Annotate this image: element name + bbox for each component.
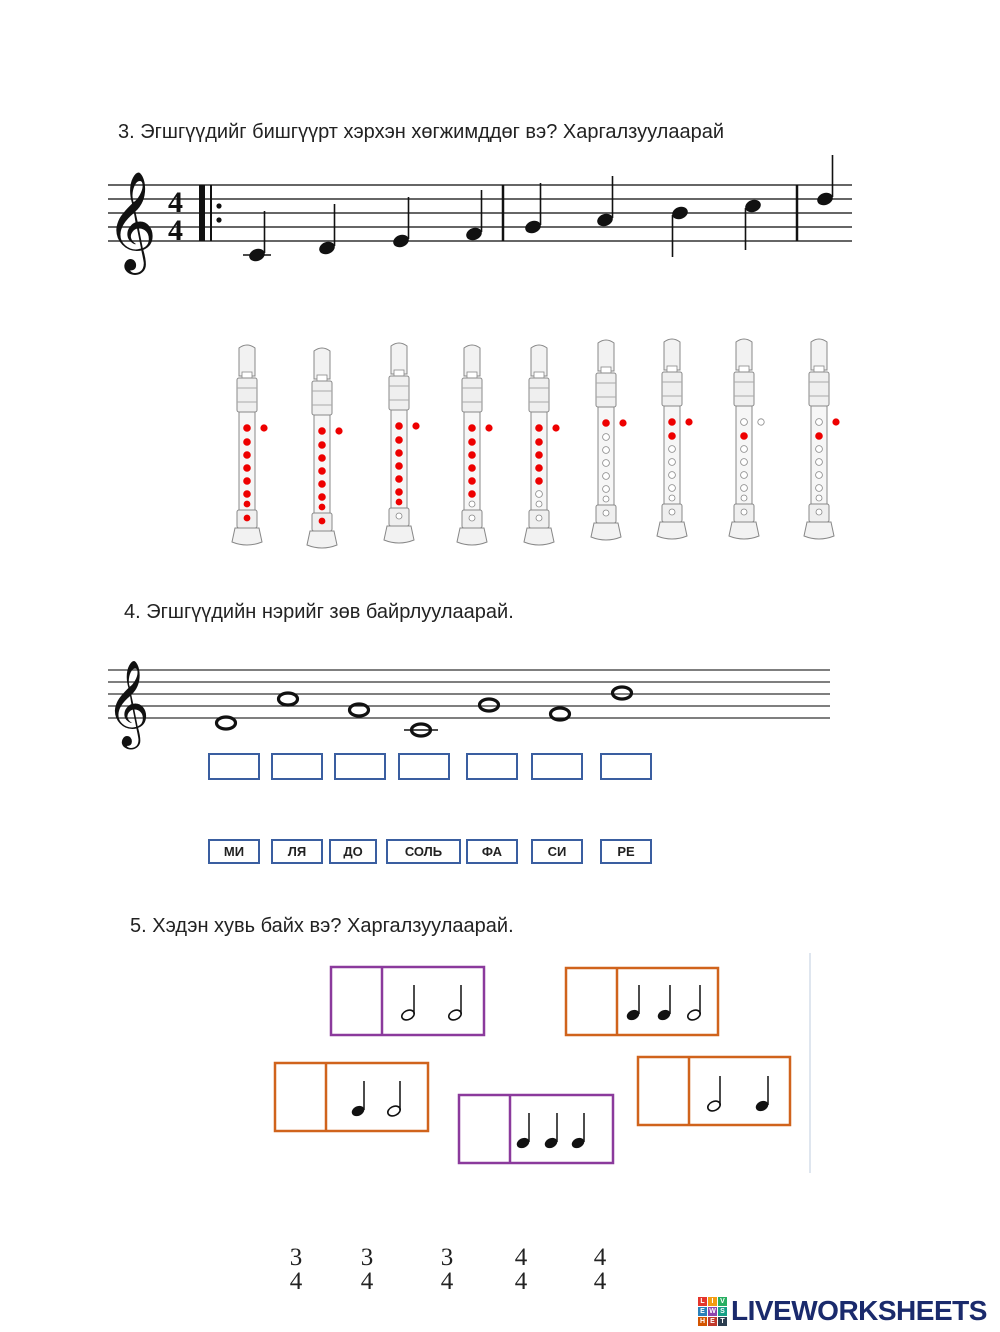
note-name-option[interactable]: СИ — [531, 839, 583, 864]
note-name-option[interactable]: ФА — [466, 839, 518, 864]
rhythm-measure — [566, 968, 718, 1035]
note-name-option[interactable]: ЛЯ — [271, 839, 323, 864]
note-name-option[interactable]: ДО — [329, 839, 377, 864]
logo-mark-tile: I — [708, 1297, 717, 1306]
logo-mark-tile: S — [718, 1307, 727, 1316]
liveworksheets-logo — [698, 1294, 987, 1328]
time-signature-option[interactable] — [506, 1246, 536, 1294]
note-name-option[interactable]: МИ — [208, 839, 260, 864]
time-signature-numerator: 3 — [440, 1244, 454, 1271]
time-signature-top: 4 — [168, 186, 183, 219]
logo-mark-tile: V — [718, 1297, 727, 1306]
time-signature-numerator: 4 — [514, 1244, 528, 1271]
time-signature-option[interactable] — [585, 1246, 615, 1294]
rhythm-measure — [275, 1063, 428, 1131]
treble-clef-icon: 𝄞 — [106, 171, 157, 271]
time-signature-numerator: 3 — [360, 1244, 374, 1271]
time-signature-numerator: 4 — [593, 1244, 607, 1271]
note-name-option[interactable]: РЕ — [600, 839, 652, 864]
logo-mark-tile: E — [698, 1307, 707, 1316]
time-signature-option[interactable] — [432, 1246, 462, 1294]
time-signature-denominator: 4 — [440, 1268, 454, 1295]
time-signature-denominator: 4 — [514, 1268, 528, 1295]
rhythm-measure — [459, 1095, 613, 1163]
logo-text: LIVEWORKSHEETS — [731, 1295, 987, 1326]
note-name-option[interactable]: СОЛЬ — [386, 839, 461, 864]
question-5-title: 5. Хэдэн хувь байх вэ? Харгалзуулаарай. — [130, 915, 514, 937]
treble-clef-icon: 𝄞 — [106, 660, 150, 746]
logo-mark-tile: E — [708, 1317, 717, 1326]
time-signature-numerator: 3 — [289, 1244, 303, 1271]
time-signature-denominator: 4 — [289, 1268, 303, 1295]
logo-mark-tile: W — [709, 1307, 716, 1315]
time-signature-bottom: 4 — [168, 214, 183, 247]
question-4-title: 4. Эгшгүүдийн нэрийг зөв байрлуулаарай. — [124, 601, 514, 623]
logo-mark-tile: L — [698, 1297, 707, 1306]
time-signature-option[interactable] — [352, 1246, 382, 1294]
time-signature-denominator: 4 — [360, 1268, 374, 1295]
rhythm-measure — [638, 1057, 790, 1125]
logo-mark-tile: H — [699, 1317, 706, 1325]
time-signature-option[interactable] — [281, 1246, 311, 1294]
question-3-title: 3. Эгшгүүдийг бишгүүрт хэрхэн хөгжимддөг вэ? Харгалзуулаарай — [118, 121, 725, 143]
rhythm-measure — [331, 967, 484, 1035]
logo-mark-icon — [698, 1297, 727, 1326]
logo-mark-tile: T — [718, 1317, 727, 1326]
time-signature-denominator: 4 — [593, 1268, 607, 1295]
